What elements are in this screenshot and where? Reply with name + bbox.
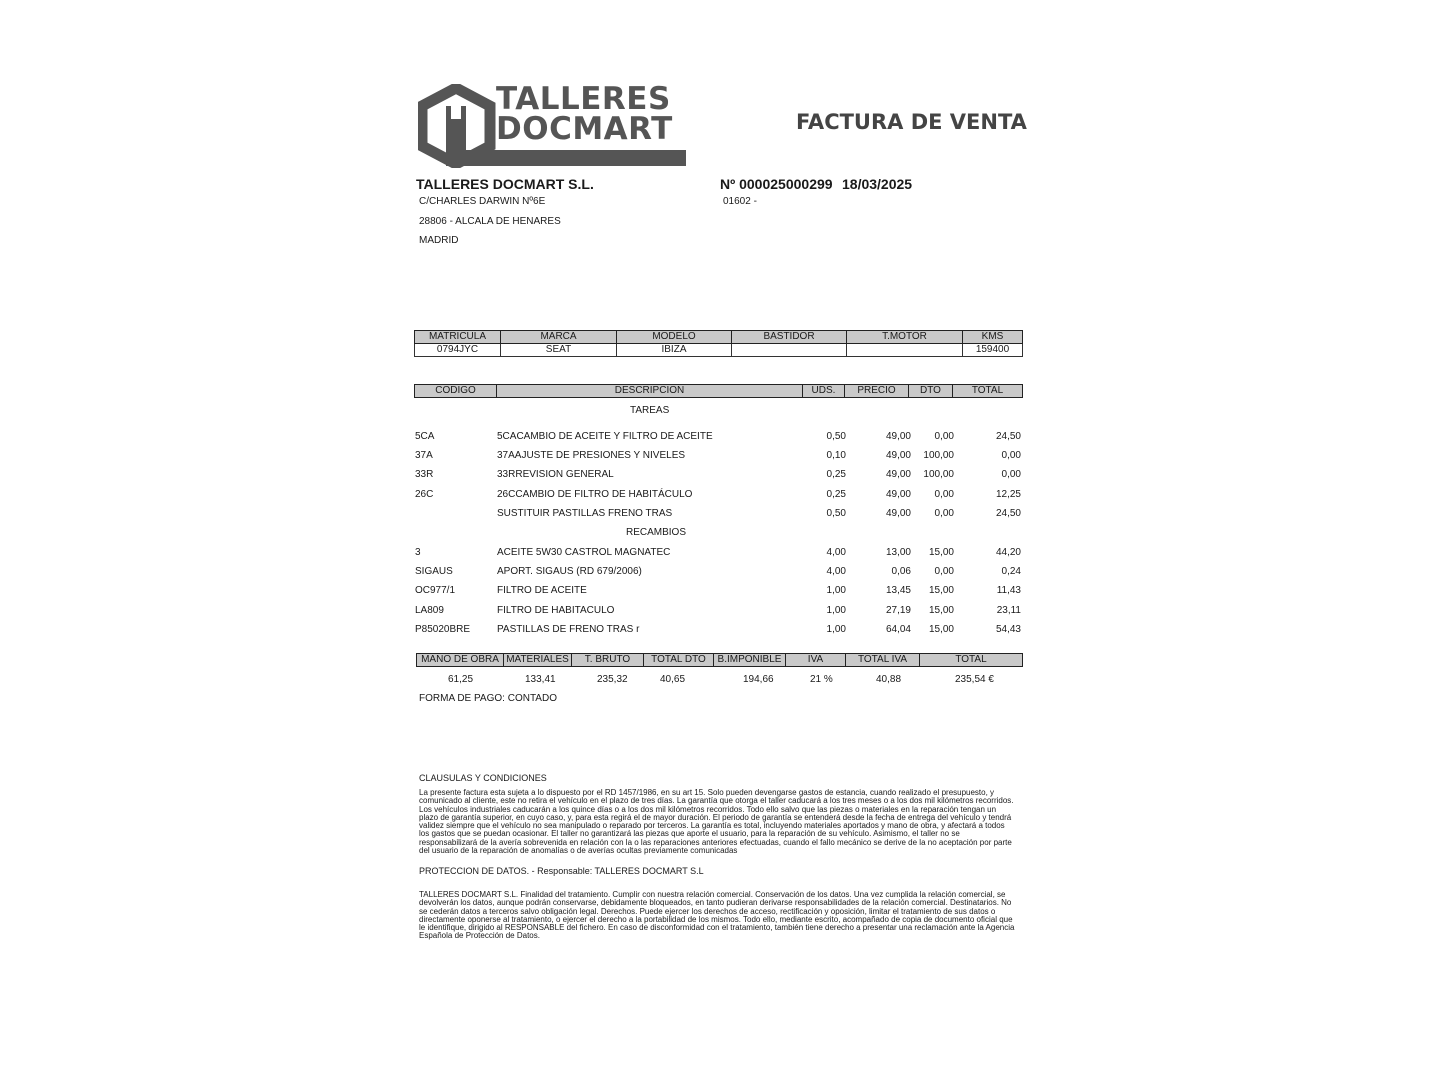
- clauses-title: CLAUSULAS Y CONDICIONES: [419, 773, 547, 783]
- line-total: 24,50: [995, 431, 1021, 442]
- vehicle-table: [414, 330, 1023, 357]
- line-price: 49,00: [885, 431, 911, 442]
- vehicle-kms: 159400: [963, 344, 1023, 357]
- company-address-3: MADRID: [419, 235, 459, 246]
- list-item: [414, 450, 1022, 464]
- document-title: FACTURA DE VENTA: [796, 110, 1027, 134]
- line-description: 33RREVISION GENERAL: [497, 469, 614, 480]
- line-discount: 0,00: [934, 566, 954, 577]
- line-total: 11,43: [996, 585, 1021, 596]
- vehicle-plate: 0794JYC: [415, 344, 501, 357]
- line-discount: 100,00: [923, 450, 954, 461]
- clauses-text: La presente factura esta sujeta a lo dispuesto por el RD 1457/1986, en su art 15. Solo pueden devengarse gastos de estancia, cuando realizado el presupuesto, y comunicado al cliente, este no retira el vehículo en el plazo de tres días. La garantía que otorga el taller caducará a los tres meses o a los dos mil kilómetros recorridos. Los vehículos industriales caducarán a los quince días o a los dos mil kilómetros recorridos. Todo ello salvo que las piezas o materiales en la reparación tengan un plazo de garantía superior, en cuyo caso, y, para esta regirá el de mayor duración. El periodo de garantía se entenderá desde la fecha de entrega del vehículo y tendrá validez siempre que el vehículo no sea manipulado o reparado por terceros. La garantía es total, incluyendo materiales aportados y mano de obra, y afectará a todos los gastos que se puedan ocasionar. El taller no garantizará las piezas que aporte el usuario, para la reparación de su vehículo. Asimismo, el taller no se responsabilizará de la avería sobrevenida en relación con la o las reparaciones anteriores efectuadas, cuando el fallo mecánico se derive de la no aceptación por parte del usuario de la reparación de anomalías o de averías ocultas previamente comunicadas: [419, 788, 1014, 856]
- invoice-code: 01602 -: [723, 196, 757, 207]
- line-code: LA809: [415, 605, 444, 616]
- line-price: 49,00: [885, 489, 911, 500]
- line-discount: 100,00: [923, 469, 954, 480]
- total-vat: 40,88: [876, 674, 902, 685]
- totals-header-cell: MATERIALES: [504, 654, 572, 667]
- line-total: 0,00: [1001, 469, 1021, 480]
- vehicle-header-cell: MARCA: [501, 331, 617, 344]
- line-units: 0,25: [826, 489, 846, 500]
- list-item: [414, 431, 1022, 445]
- payment-method: FORMA DE PAGO: CONTADO: [419, 693, 557, 704]
- line-price: 49,00: [885, 508, 911, 519]
- line-code: 3: [415, 547, 421, 558]
- vehicle-chassis: [732, 344, 847, 357]
- list-item: [414, 605, 1022, 619]
- company-name: TALLERES DOCMART S.L.: [416, 176, 594, 192]
- line-description: ACEITE 5W30 CASTROL MAGNATEC: [497, 547, 671, 558]
- line-units: 4,00: [826, 547, 846, 558]
- line-code: 26C: [415, 489, 434, 500]
- line-units: 1,00: [826, 585, 846, 596]
- line-discount: 0,00: [934, 489, 954, 500]
- line-units: 0,50: [826, 508, 846, 519]
- data-protection-text: TALLERES DOCMART S.L. Finalidad del tratamiento. Cumplir con nuestra relación comercial. Conservación de los datos. Una vez cumplida la relación comercial, se devolverán los datos, aunque podrán conservarse, debidamente bloqueados, en tanto pudieran derivarse responsabilidades de la relación comercial. Destinatarios. No se cederán datos a terceros salvo obligación legal. Derechos. Puede ejercer los derechos de acceso, rectificación y oposición, limitar el tratamiento de sus datos o directamente oponerse al tratamiento, o ejercer el derecho a la portabilidad de los mismos. Todo ello, mediante escrito, acompañado de copia de documento oficial que le identifique, dirigido al RESPONSABLE del fichero. En caso de disconformidad con el tratamiento, también tiene derecho a presentar una reclamación ante la Agencia Española de Protección de Datos.: [419, 890, 1015, 941]
- invoice-date: 18/03/2025: [842, 176, 913, 192]
- data-protection-title: PROTECCION DE DATOS. - Responsable: TALLERES DOCMART S.L: [419, 866, 704, 876]
- vehicle-brand: SEAT: [501, 344, 617, 357]
- logo-wordmark: [496, 81, 673, 147]
- list-item: [414, 566, 1022, 580]
- line-units: 0,10: [826, 450, 846, 461]
- totals-header-cell: TOTAL: [920, 654, 1023, 667]
- line-description: FILTRO DE HABITACULO: [497, 605, 615, 616]
- lines-header-cell: CODIGO: [415, 385, 497, 398]
- vehicle-header-cell: T.MOTOR: [847, 331, 963, 344]
- line-units: 0,25: [826, 469, 846, 480]
- lines-header-cell: TOTAL: [953, 385, 1023, 398]
- line-description: PASTILLAS DE FRENO TRAS r: [497, 624, 640, 635]
- line-units: 4,00: [826, 566, 846, 577]
- totals-values: [416, 674, 1022, 688]
- list-item: [414, 469, 1022, 483]
- line-units: 1,00: [826, 605, 846, 616]
- lines-header-cell: DTO: [909, 385, 953, 398]
- line-total: 12,25: [995, 489, 1021, 500]
- totals-header-cell: T. BRUTO: [572, 654, 644, 667]
- line-units: 1,00: [826, 624, 846, 635]
- company-address-2: 28806 - ALCALA DE HENARES: [419, 216, 561, 227]
- line-units: 0,50: [826, 431, 846, 442]
- list-item: [414, 547, 1022, 561]
- total-labor: 61,25: [448, 674, 474, 685]
- line-price: 13,00: [885, 547, 911, 558]
- total-gross: 235,32: [597, 674, 628, 685]
- vehicle-header-cell: BASTIDOR: [732, 331, 847, 344]
- vehicle-header-cell: MATRICULA: [415, 331, 501, 344]
- line-description: SUSTITUIR PASTILLAS FRENO TRAS: [497, 508, 673, 519]
- list-item: [414, 585, 1022, 599]
- total-discount: 40,65: [660, 674, 686, 685]
- line-code: OC977/1: [415, 585, 456, 596]
- totals-header-cell: B.IMPONIBLE: [714, 654, 786, 667]
- line-total: 44,20: [995, 547, 1021, 558]
- total-materials: 133,41: [525, 674, 556, 685]
- line-description: 37AAJUSTE DE PRESIONES Y NIVELES: [497, 450, 686, 461]
- invoice-number: Nº 000025000299: [720, 176, 833, 192]
- line-code: P85020BRE: [415, 624, 471, 635]
- totals-header-cell: TOTAL IVA: [846, 654, 920, 667]
- line-discount: 15,00: [928, 547, 954, 558]
- line-description: APORT. SIGAUS (RD 679/2006): [497, 566, 642, 577]
- line-total: 23,11: [996, 605, 1021, 616]
- vehicle-header-cell: MODELO: [617, 331, 732, 344]
- line-price: 64,04: [885, 624, 911, 635]
- totals-header-cell: IVA: [786, 654, 846, 667]
- line-total: 24,50: [995, 508, 1021, 519]
- totals-header: [416, 653, 1023, 667]
- line-price: 27,19: [885, 605, 911, 616]
- line-code: 5CA: [415, 431, 435, 442]
- vehicle-header-row: [415, 331, 1023, 344]
- totals-header-cell: TOTAL DTO: [644, 654, 714, 667]
- lines-header-cell: UDS.: [803, 385, 845, 398]
- section-label-parts: RECAMBIOS: [626, 527, 687, 538]
- logo-line-1: TALLERES: [496, 81, 671, 117]
- line-code: 33R: [415, 469, 434, 480]
- line-price: 0,06: [891, 566, 911, 577]
- line-total: 54,43: [995, 624, 1021, 635]
- line-code: SIGAUS: [415, 566, 453, 577]
- line-discount: 15,00: [928, 624, 954, 635]
- line-total: 0,00: [1001, 450, 1021, 461]
- total-taxable-base: 194,66: [743, 674, 774, 685]
- lines-header: [414, 384, 1022, 398]
- vehicle-value-row: [415, 344, 1023, 357]
- grand-total: 235,54 €: [955, 674, 994, 685]
- company-address-1: C/CHARLES DARWIN Nº6E: [419, 196, 546, 207]
- section-label-tasks: TAREAS: [630, 405, 670, 416]
- lines-header-cell: PRECIO: [845, 385, 909, 398]
- line-price: 49,00: [885, 450, 911, 461]
- line-description: 5CACAMBIO DE ACEITE Y FILTRO DE ACEITE: [497, 431, 713, 442]
- line-discount: 15,00: [928, 605, 954, 616]
- line-code: 37A: [415, 450, 433, 461]
- list-item: [414, 624, 1022, 638]
- vehicle-engine: [847, 344, 963, 357]
- line-discount: 15,00: [928, 585, 954, 596]
- line-discount: 0,00: [934, 431, 954, 442]
- totals-header-cell: MANO DE OBRA: [417, 654, 504, 667]
- logo-line-2: DOCMART: [496, 111, 673, 147]
- line-description: FILTRO DE ACEITE: [497, 585, 587, 596]
- lines-header-cell: DESCRIPCION: [497, 385, 803, 398]
- list-item: [414, 508, 1022, 522]
- vehicle-header-cell: KMS: [963, 331, 1023, 344]
- line-discount: 0,00: [934, 508, 954, 519]
- line-total: 0,24: [1001, 566, 1021, 577]
- line-description: 26CCAMBIO DE FILTRO DE HABITÁCULO: [497, 489, 693, 500]
- vehicle-model: IBIZA: [617, 344, 732, 357]
- line-price: 13,45: [885, 585, 911, 596]
- line-price: 49,00: [885, 469, 911, 480]
- vat-rate: 21 %: [810, 674, 833, 685]
- list-item: [414, 489, 1022, 503]
